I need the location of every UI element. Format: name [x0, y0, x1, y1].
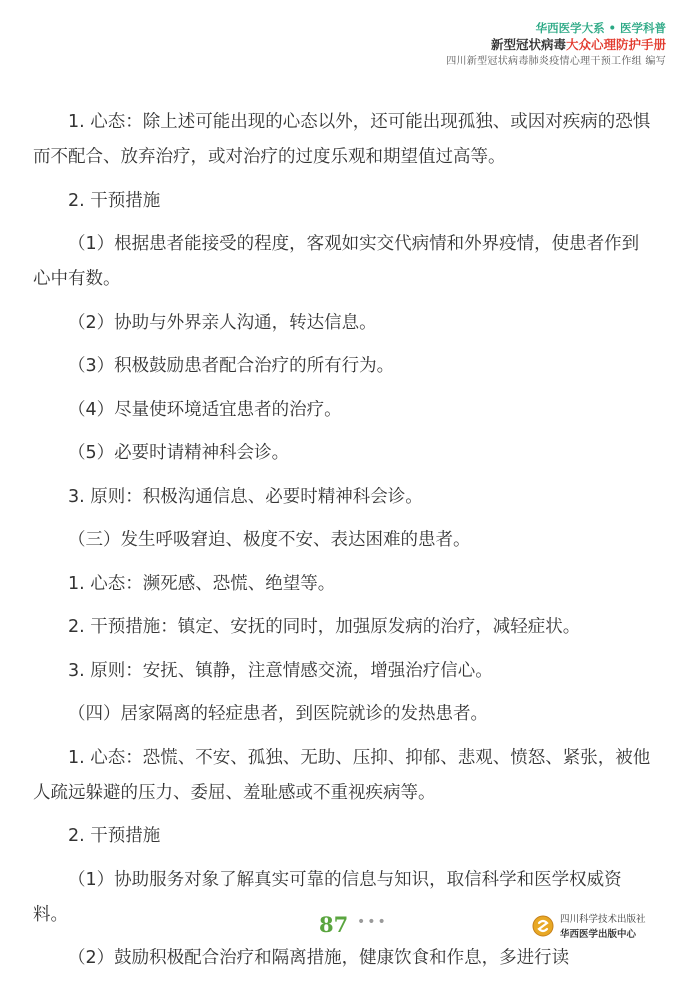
paragraph: （四）居家隔离的轻症患者，到医院就诊的发热患者。	[68, 704, 488, 724]
publisher-logo-icon	[532, 915, 554, 937]
paragraph: （1）根据患者能接受的程度，客观如实交代病情和外界疫情，使患者作到心中有数。	[33, 234, 640, 289]
book-title	[446, 36, 666, 54]
paragraph: 1. 心态：除上述可能出现的心态以外，还可能出现孤独、或因对疾病的恐惧而不配合、放弃治疗，或对治疗的过度乐观和期望值过高等。	[33, 112, 651, 167]
paragraph: （5）必要时请精神科会诊。	[68, 443, 290, 463]
page-header	[446, 20, 666, 70]
page-number: 87	[319, 912, 349, 937]
series-subtitle: 医学科普	[620, 21, 666, 35]
paragraph: （1）协助服务对象了解真实可靠的信息与知识，取信科学和医学权威资料。	[33, 869, 622, 925]
paragraph: 3. 原则：积极沟通信息、必要时精神科会诊。	[68, 486, 423, 507]
publisher-center: 华西医学出版中心	[560, 929, 637, 940]
author-organization: 四川新型冠状病毒肺炎疫情心理干预工作组 编写	[446, 56, 666, 67]
paragraph: 2. 干预措施	[68, 826, 161, 846]
paragraph: （4）尽量使环境适宜患者的治疗。	[68, 399, 342, 420]
series-title	[446, 20, 666, 36]
paragraph: 2. 干预措施：镇定、安抚的同时，加强原发病的治疗，减轻症状。	[68, 617, 581, 637]
document-body	[33, 105, 655, 985]
paragraph: （2）鼓励积极配合治疗和隔离措施，健康饮食和作息，多进行读	[68, 948, 570, 968]
paragraph: （3）积极鼓励患者配合治疗的所有行为。	[68, 356, 395, 376]
series-separator: •	[608, 21, 616, 35]
paragraph: 1. 心态：濒死感、恐慌、绝望等。	[68, 573, 336, 594]
page-footer	[0, 908, 700, 948]
book-title-main: 新型冠状病毒	[490, 37, 566, 52]
paragraph: （2）协助与外界亲人沟通，转达信息。	[68, 312, 377, 333]
series-name: 华西医学大系	[535, 21, 605, 35]
publisher-name: 四川科学技术出版社	[560, 914, 646, 925]
book-title-accent: 大众心理防护手册	[565, 37, 666, 52]
paragraph: 2. 干预措施	[68, 190, 161, 211]
page-dots: •••	[357, 914, 388, 930]
paragraph: 3. 原则：安抚、镇静，注意情感交流，增强治疗信心。	[68, 660, 493, 681]
paragraph: 1. 心态：恐慌、不安、孤独、无助、压抑、抑郁、悲观、愤怒、紧张，被他人疏远躲避的压力、委屈、羞耻感或不重视疾病等。	[33, 747, 651, 803]
paragraph: （三）发生呼吸窘迫、极度不安、表达困难的患者。	[68, 530, 471, 550]
